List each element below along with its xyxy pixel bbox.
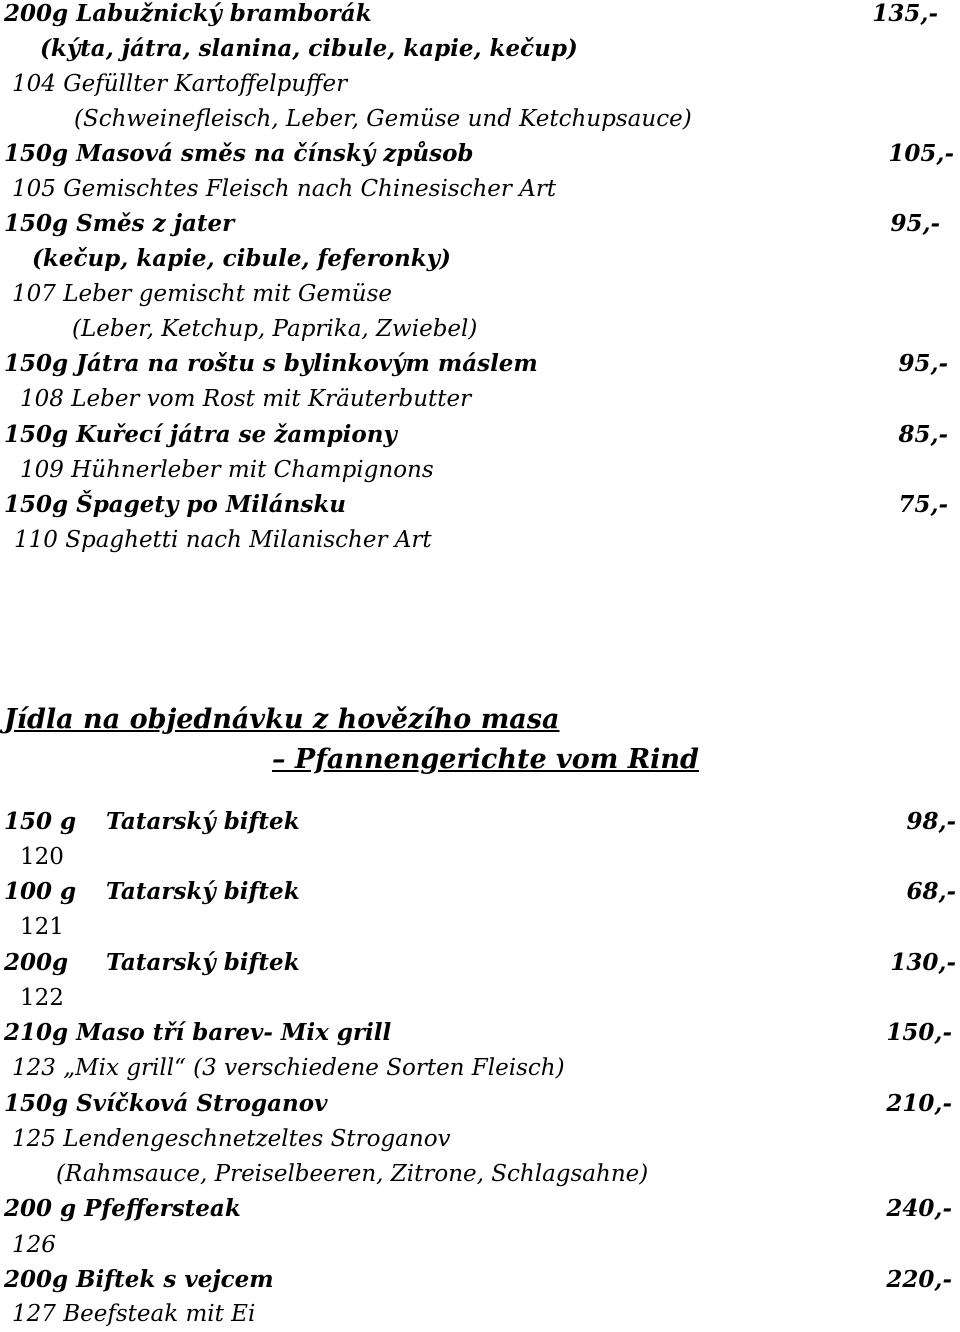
- menu-item-price: 95,-: [890, 210, 940, 237]
- menu-item-translation: 127 Beefsteak mit Ei: [12, 1301, 256, 1327]
- menu-item-ingredients-translation: (Rahmsauce, Preiselbeeren, Zitrone, Schlagsahne): [56, 1161, 649, 1187]
- menu-item-name: 150g Směs z jater: [4, 210, 235, 237]
- menu-item-price: 220,-: [886, 1266, 952, 1293]
- section-heading-cz: Jídla na objednávku z hovězího masa: [4, 704, 560, 735]
- menu-item-translation: 125 Lendengeschnetzeltes Stroganov: [12, 1126, 451, 1152]
- menu-item-price: 105,-: [888, 140, 954, 167]
- menu-item-name: Tatarský biftek: [106, 949, 300, 976]
- menu-item-price: 95,-: [898, 350, 948, 377]
- menu-item-name: 150g Kuřecí játra se žampiony: [4, 421, 397, 448]
- menu-item-number: 120: [20, 844, 64, 870]
- menu-item-price: 98,-: [906, 808, 956, 835]
- menu-item-name: Tatarský biftek: [106, 878, 300, 905]
- menu-item-name: 150g Špagety po Milánsku: [4, 491, 347, 518]
- menu-item-price: 210,-: [886, 1090, 952, 1117]
- menu-item-weight: 100 g: [4, 878, 77, 905]
- menu-item-name: 150g Svíčková Stroganov: [4, 1090, 328, 1117]
- menu-item-price: 135,-: [872, 0, 938, 27]
- menu-item-name: 210g Maso tří barev- Mix grill: [4, 1019, 392, 1046]
- menu-item-name: Tatarský biftek: [106, 808, 300, 835]
- menu-item-name: 150g Játra na roštu s bylinkovým máslem: [4, 350, 538, 377]
- menu-item-translation: 105 Gemischtes Fleisch nach Chinesischer Art: [12, 176, 557, 202]
- menu-item-name: 200g Labužnický bramborák: [4, 0, 372, 27]
- menu-item-price: 150,-: [886, 1019, 952, 1046]
- menu-item-ingredients-translation: (Leber, Ketchup, Paprika, Zwiebel): [72, 316, 478, 342]
- menu-item-translation: 123 „Mix grill“ (3 verschiedene Sorten Fleisch): [12, 1055, 565, 1081]
- menu-item-translation: 104 Gefüllter Kartoffelpuffer: [12, 71, 348, 97]
- menu-item-price: 240,-: [886, 1195, 952, 1222]
- menu-item-price: 75,-: [898, 491, 948, 518]
- menu-item-price: 130,-: [890, 949, 956, 976]
- menu-item-ingredients-translation: (Schweinefleisch, Leber, Gemüse und Ketchupsauce): [74, 106, 692, 132]
- menu-item-ingredients: (kečup, kapie, cibule, feferonky): [32, 245, 451, 272]
- menu-item-translation: 110 Spaghetti nach Milanischer Art: [14, 527, 432, 553]
- section-heading-de: – Pfannengerichte vom Rind: [272, 744, 699, 775]
- menu-item-name: 200 g Pfeffersteak: [4, 1195, 241, 1222]
- menu-item-name: 150g Masová směs na čínský způsob: [4, 140, 474, 167]
- menu-item-number: 122: [20, 985, 64, 1011]
- menu-item-name: 200g Biftek s vejcem: [4, 1266, 274, 1293]
- menu-item-price: 68,-: [906, 878, 956, 905]
- menu-item-price: 85,-: [898, 421, 948, 448]
- menu-item-number: 121: [20, 914, 64, 940]
- menu-item-weight: 150 g: [4, 808, 77, 835]
- menu-item-ingredients: (kýta, játra, slanina, cibule, kapie, kečup): [40, 35, 578, 62]
- menu-item-weight: 200g: [4, 949, 69, 976]
- menu-item-number: 126: [12, 1232, 56, 1258]
- menu-item-translation: 109 Hühnerleber mit Champignons: [20, 457, 434, 483]
- menu-item-translation: 107 Leber gemischt mit Gemüse: [12, 281, 393, 307]
- menu-item-translation: 108 Leber vom Rost mit Kräuterbutter: [20, 386, 472, 412]
